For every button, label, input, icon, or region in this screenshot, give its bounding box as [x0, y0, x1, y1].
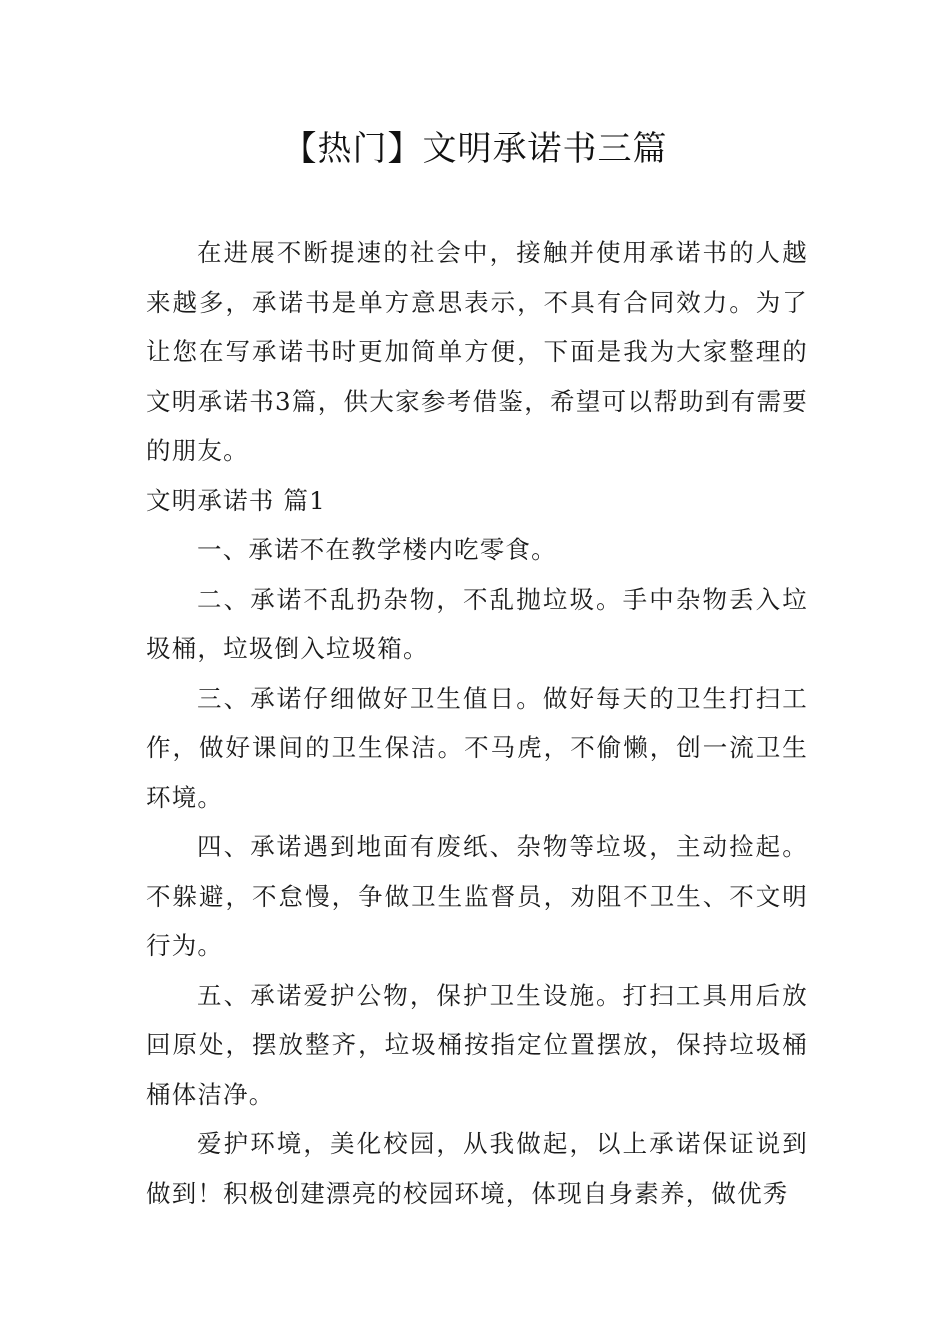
pledge-item-3: 三、承诺仔细做好卫生值日。做好每天的卫生打扫工作，做好课间的卫生保洁。不马虎，不偷懒，创一流卫生环境。 — [146, 683, 808, 812]
intro-paragraph: 在进展不断提速的社会中，接触并使用承诺书的人越来越多，承诺书是单方意思表示，不具有合同效力。为了让您在写承诺书时更加简单方便，下面是我为大家整理的文明承诺书3篇，供大家参考借鉴，希望可以帮助到有需要的朋友。 — [146, 238, 808, 465]
document-body — [146, 228, 808, 1218]
pledge-item-5: 五、承诺爱护公物，保护卫生设施。打扫工具用后放回原处，摆放整齐，垃圾桶按指定位置摆放，保持垃圾桶桶体洁净。 — [146, 980, 808, 1109]
pledge-item-4: 四、承诺遇到地面有废纸、杂物等垃圾，主动捡起。不躲避，不怠慢，争做卫生监督员，劝阻不卫生、不文明行为。 — [146, 832, 808, 960]
section-heading: 文明承诺书 篇1 — [146, 485, 326, 515]
document-title: 【热门】文明承诺书三篇 — [282, 129, 668, 169]
closing-paragraph: 爱护环境，美化校园，从我做起，以上承诺保证说到做到！积极创建漂亮的校园环境，体现自身素养，做优秀 — [146, 1129, 808, 1208]
pledge-item-2: 二、承诺不乱扔杂物，不乱抛垃圾。手中杂物丢入垃圾桶，垃圾倒入垃圾箱。 — [146, 584, 808, 663]
pledge-item-1: 一、承诺不在教学楼内吃零食。 — [197, 535, 557, 564]
